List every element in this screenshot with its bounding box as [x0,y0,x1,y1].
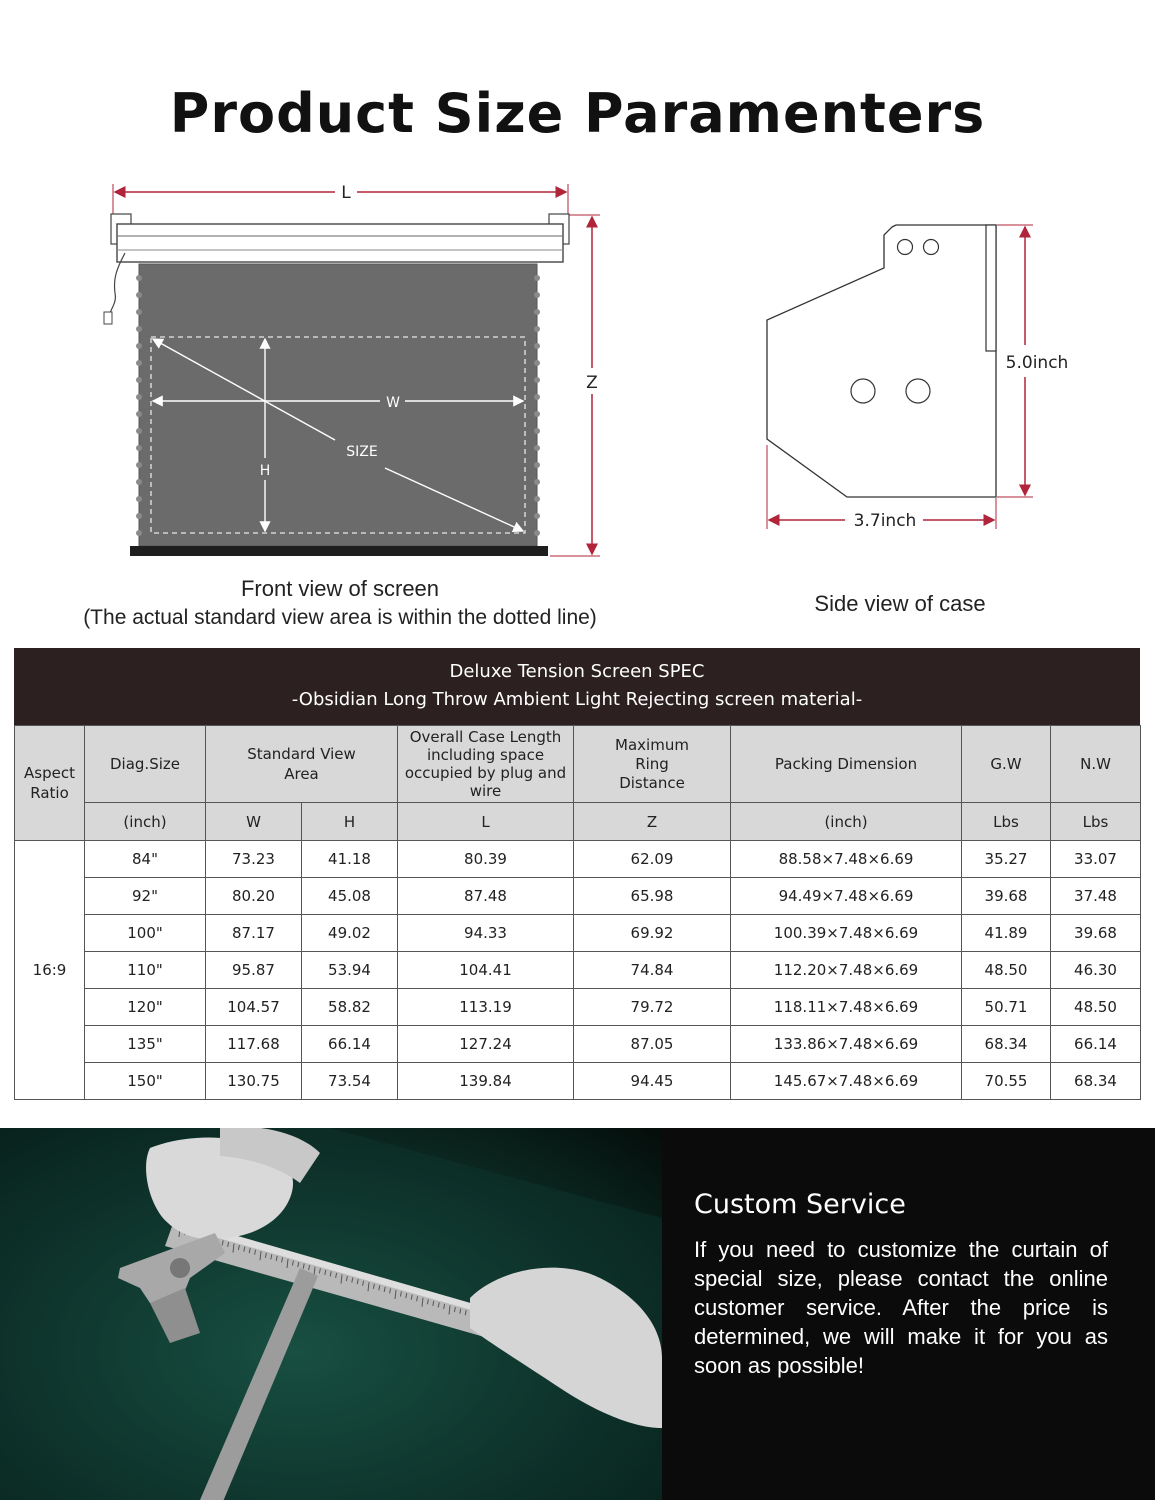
header-aspect-ratio: Aspect Ratio [15,726,85,841]
tension-tab [534,479,540,485]
tension-tab [136,360,142,366]
side-width-label: 3.7inch [853,511,917,531]
packing-dimension-cell: 118.11×7.48×6.69 [731,989,962,1026]
diag-size-cell: 92" [85,878,206,915]
unit-l: L [398,803,574,841]
diag-size-cell: 150" [85,1063,206,1100]
tension-tab [534,530,540,536]
view-height-cell: 53.94 [302,952,398,989]
tension-tab [136,343,142,349]
tension-tab [136,394,142,400]
unit-z: Z [574,803,731,841]
ring-distance-cell: 94.45 [574,1063,731,1100]
ring-distance-cell: 74.84 [574,952,731,989]
gross-weight-cell: 70.55 [962,1063,1051,1100]
net-weight-cell: 48.50 [1051,989,1141,1026]
packing-dimension-cell: 100.39×7.48×6.69 [731,915,962,952]
gross-weight-cell: 35.27 [962,841,1051,878]
front-view-note: (The actual standard view area is within the dotted line) [83,606,597,629]
gross-weight-cell: 39.68 [962,878,1051,915]
header-overall-case-length: Overall Case Length including space occupied by plug and wire [398,726,574,803]
unit-gw: Lbs [962,803,1051,841]
tension-tab [534,462,540,468]
ring-distance-cell: 87.05 [574,1026,731,1063]
tension-tab [136,309,142,315]
diag-size-cell: 84" [85,841,206,878]
tension-tab [534,292,540,298]
tension-tab [136,462,142,468]
diag-size-cell: 100" [85,915,206,952]
header-gw: G.W [962,726,1051,803]
spec-title: Deluxe Tension Screen SPEC [449,661,705,682]
gross-weight-cell: 48.50 [962,952,1051,989]
tension-tab [136,275,142,281]
dimension-label-size: SIZE [346,444,378,460]
dimension-label-z: Z [586,373,598,393]
view-height-cell: 49.02 [302,915,398,952]
tension-tab [534,377,540,383]
tension-tab [534,343,540,349]
packing-dimension-cell: 145.67×7.48×6.69 [731,1063,962,1100]
net-weight-cell: 37.48 [1051,878,1141,915]
front-view-caption: Front view of screen [240,576,440,601]
ring-distance-cell: 79.72 [574,989,731,1026]
view-width-cell: 73.23 [206,841,302,878]
tension-tab [534,428,540,434]
header-max-ring-distance: Maximum Ring Distance [574,726,731,803]
side-view-diagram [755,215,1085,535]
gross-weight-cell: 68.34 [962,1026,1051,1063]
case-length-cell: 94.33 [398,915,574,952]
spec-table [14,725,1141,1100]
custom-service-title: Custom Service [694,1189,906,1220]
diag-size-cell: 135" [85,1026,206,1063]
view-width-cell: 104.57 [206,989,302,1026]
tension-tab [136,377,142,383]
case-length-cell: 87.48 [398,878,574,915]
net-weight-cell: 33.07 [1051,841,1141,878]
tension-tab [136,445,142,451]
tension-tab [136,530,142,536]
ring-distance-cell: 65.98 [574,878,731,915]
dimension-label-h: H [259,463,271,479]
custom-service-body: If you need to customize the curtain of special size, please contact the online customer service. After the price is determined, we will make it for you as soon as possible! [694,1237,1108,1378]
page-title: Product Size Paramenters [169,82,986,145]
view-width-cell: 95.87 [206,952,302,989]
aspect-ratio-cell: 16:9 [15,841,85,1100]
side-height-label: 5.0inch [1005,353,1069,373]
unit-diag: (inch) [85,803,206,841]
table-row [15,952,1141,989]
table-row [15,1026,1141,1063]
packing-dimension-cell: 133.86×7.48×6.69 [731,1026,962,1063]
tension-tab [534,496,540,502]
tension-tab [136,428,142,434]
tension-tab [136,292,142,298]
diag-size-cell: 110" [85,952,206,989]
tension-tab [534,326,540,332]
net-weight-cell: 39.68 [1051,915,1141,952]
unit-nw: Lbs [1051,803,1141,841]
tension-tab [534,513,540,519]
tension-tab [136,513,142,519]
view-height-cell: 41.18 [302,841,398,878]
dimension-label-w: W [386,395,400,411]
gross-weight-cell: 41.89 [962,915,1051,952]
side-view-caption: Side view of case [814,591,986,616]
measuring-photo [0,1128,662,1500]
case-length-cell: 113.19 [398,989,574,1026]
packing-dimension-cell: 112.20×7.48×6.69 [731,952,962,989]
table-row [15,989,1141,1026]
case-length-cell: 139.84 [398,1063,574,1100]
ring-distance-cell: 62.09 [574,841,731,878]
spec-subtitle: -Obsidian Long Throw Ambient Light Rejecting screen material- [291,689,863,710]
tension-tab [534,309,540,315]
packing-dimension-cell: 94.49×7.48×6.69 [731,878,962,915]
header-standard-view-area: Standard View Area [206,726,398,803]
unit-w: W [206,803,302,841]
tension-tab [136,326,142,332]
net-weight-cell: 66.14 [1051,1026,1141,1063]
view-width-cell: 117.68 [206,1026,302,1063]
tension-tab [534,445,540,451]
tension-tab [136,496,142,502]
table-row [15,841,1141,878]
dimension-label-l: L [341,183,351,203]
packing-dimension-cell: 88.58×7.48×6.69 [731,841,962,878]
table-row [15,915,1141,952]
tension-tab [534,360,540,366]
case-length-cell: 127.24 [398,1026,574,1063]
view-height-cell: 73.54 [302,1063,398,1100]
gross-weight-cell: 50.71 [962,989,1051,1026]
header-packing-dimension: Packing Dimension [731,726,962,803]
table-row [15,1063,1141,1100]
tension-tab [534,275,540,281]
view-width-cell: 87.17 [206,915,302,952]
tension-tab [534,411,540,417]
net-weight-cell: 46.30 [1051,952,1141,989]
header-diag-size: Diag.Size [85,726,206,803]
view-height-cell: 45.08 [302,878,398,915]
case-length-cell: 80.39 [398,841,574,878]
unit-h: H [302,803,398,841]
front-view-diagram [95,178,615,570]
ring-distance-cell: 69.92 [574,915,731,952]
view-height-cell: 66.14 [302,1026,398,1063]
tension-tab [136,411,142,417]
tension-tab [534,394,540,400]
table-row [15,878,1141,915]
unit-packing: (inch) [731,803,962,841]
header-nw: N.W [1051,726,1141,803]
view-width-cell: 80.20 [206,878,302,915]
net-weight-cell: 68.34 [1051,1063,1141,1100]
diag-size-cell: 120" [85,989,206,1026]
tension-tab [136,479,142,485]
spec-header [14,648,1140,725]
view-width-cell: 130.75 [206,1063,302,1100]
view-height-cell: 58.82 [302,989,398,1026]
case-length-cell: 104.41 [398,952,574,989]
